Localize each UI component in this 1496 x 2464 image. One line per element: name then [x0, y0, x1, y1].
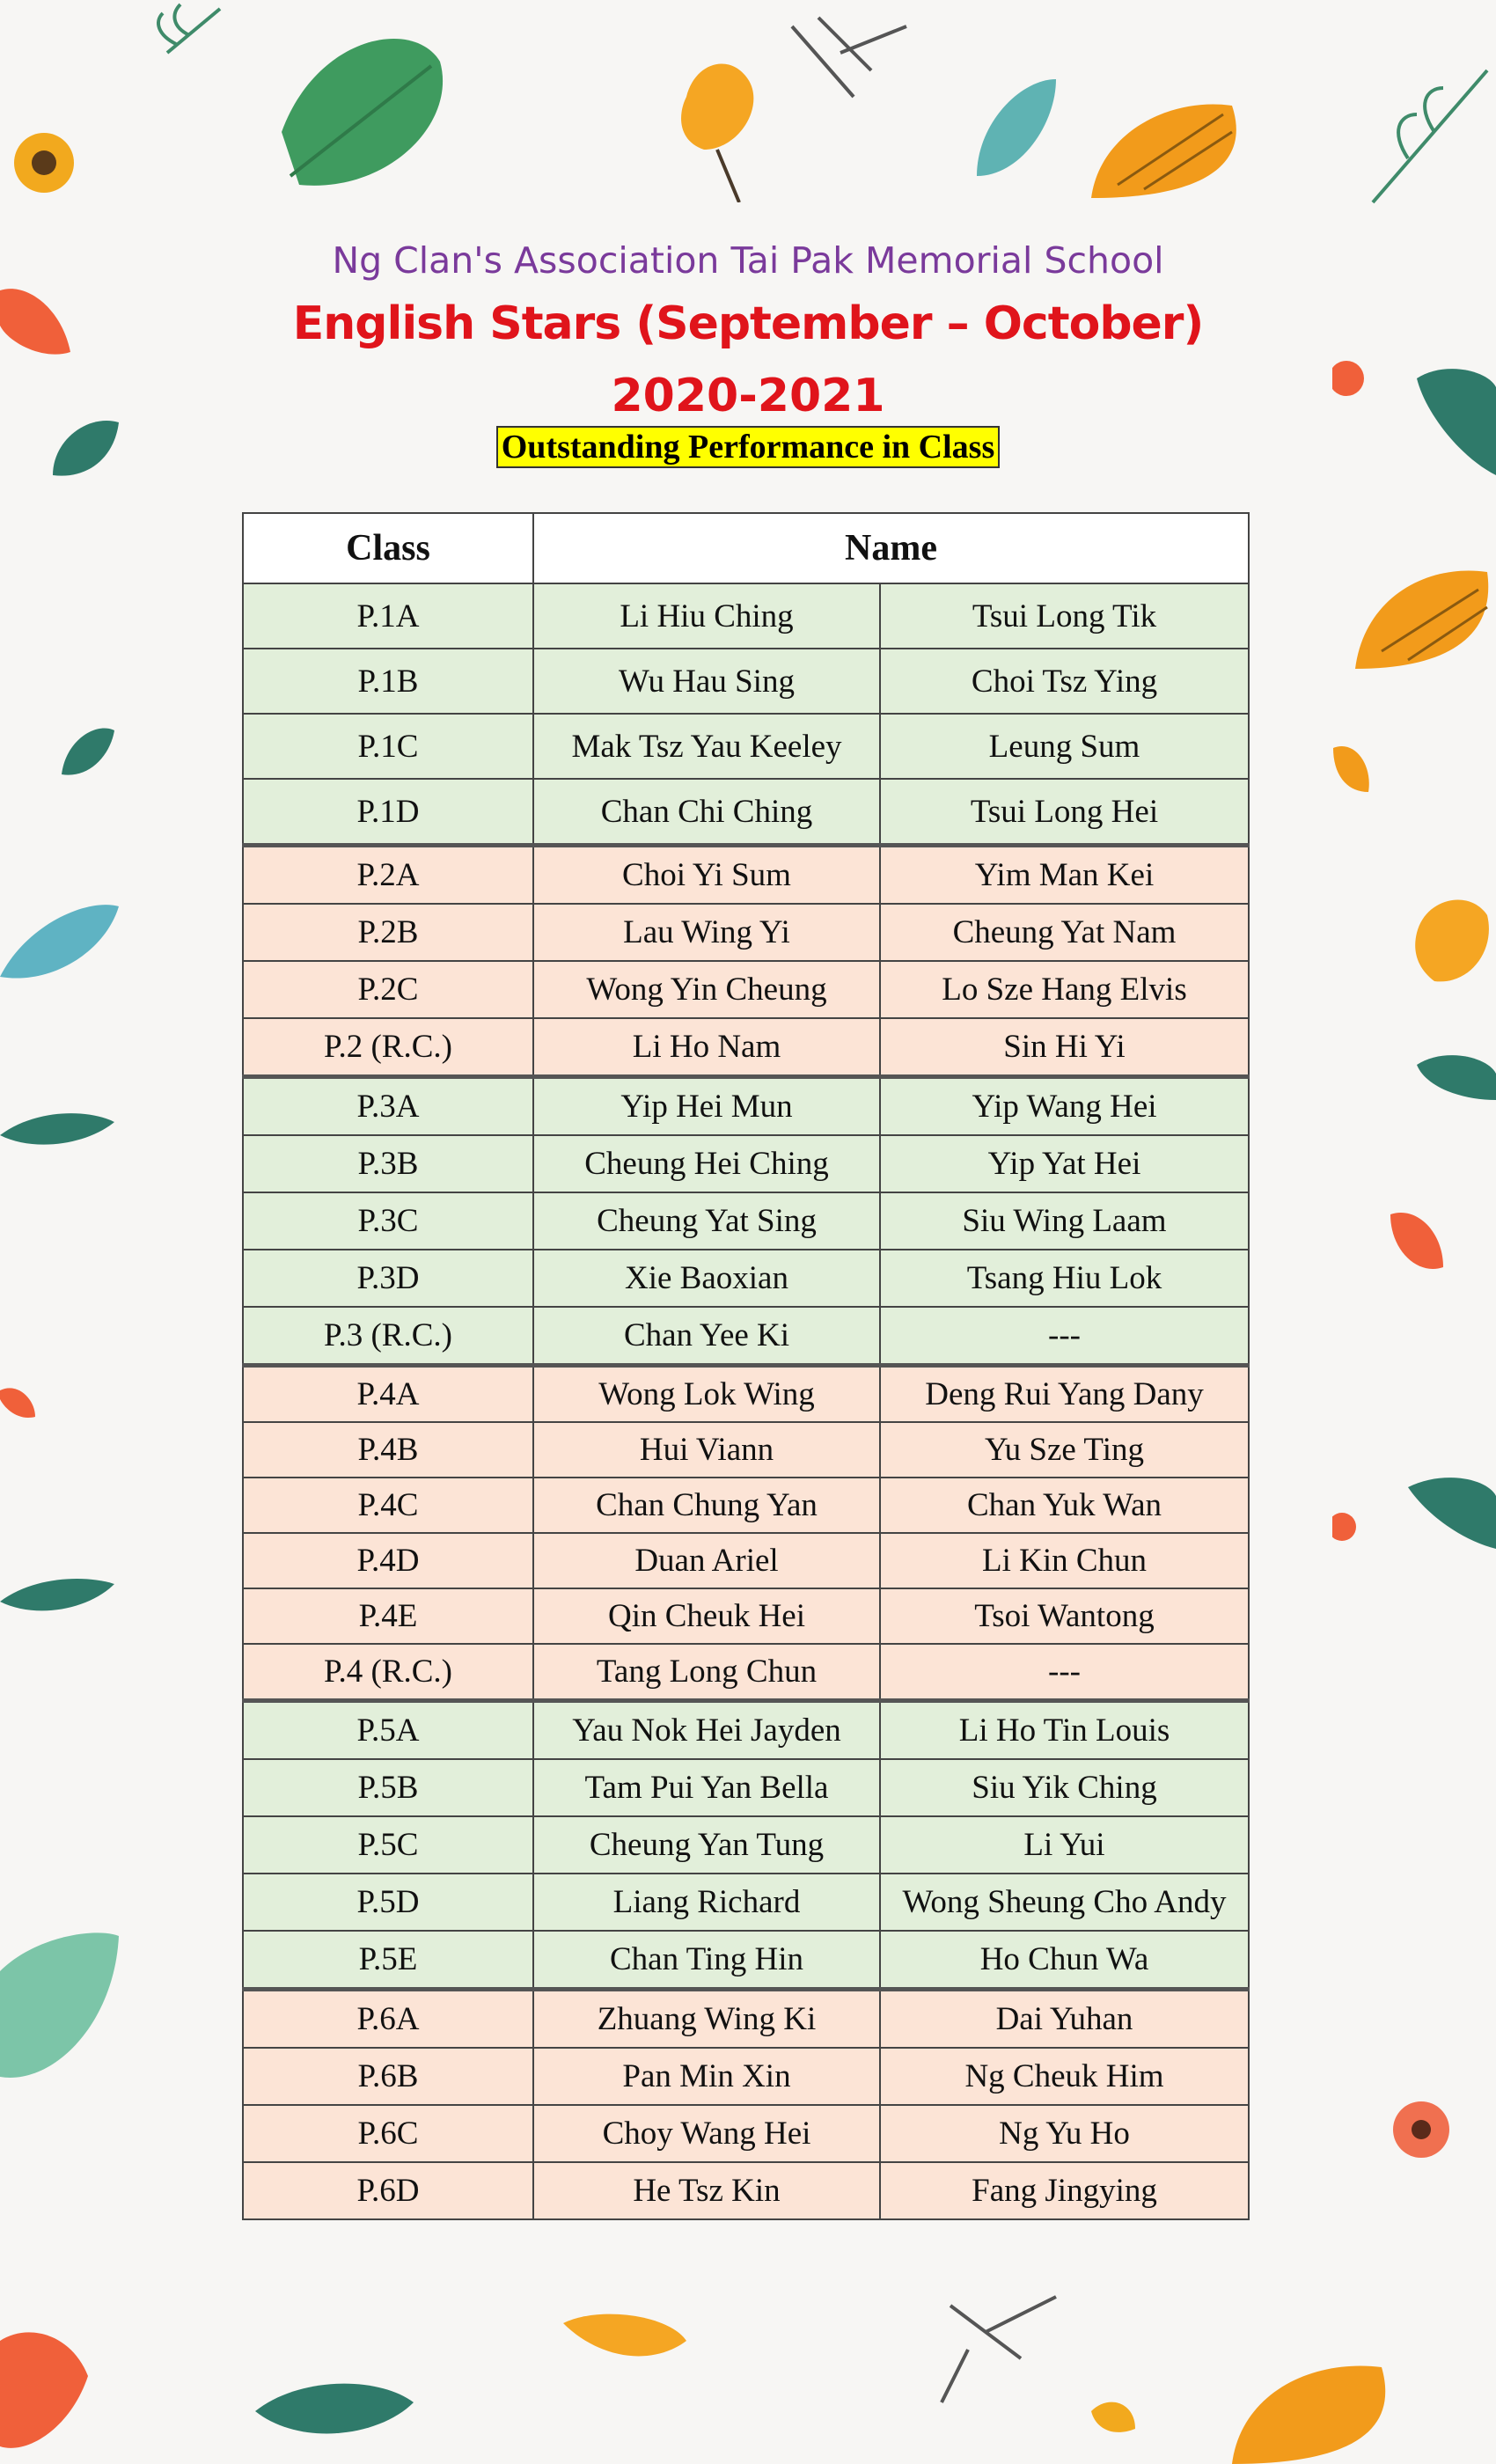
name-cell: Cheung Yan Tung — [533, 1816, 880, 1874]
flower-icon — [14, 133, 74, 193]
page-title: English Stars (September – October) — [292, 297, 1204, 350]
class-cell: P.2C — [243, 961, 533, 1018]
table-row — [243, 1759, 1249, 1816]
name-cell: Ng Cheuk Him — [880, 2048, 1249, 2105]
class-cell: P.1C — [243, 714, 533, 779]
column-header-class: Class — [243, 513, 533, 583]
leaf-icon — [0, 905, 119, 978]
class-cell: P.5A — [243, 1701, 533, 1760]
name-cell: He Tsz Kin — [533, 2162, 880, 2219]
name-cell: Zhuang Wing Ki — [533, 1990, 880, 2049]
name-cell: Tsoi Wantong — [880, 1588, 1249, 1644]
class-cell: P.3A — [243, 1077, 533, 1136]
name-cell: Chan Yuk Wan — [880, 1478, 1249, 1533]
name-cell: Yip Hei Mun — [533, 1077, 880, 1136]
name-cell: Tang Long Chun — [533, 1644, 880, 1701]
name-cell: Qin Cheuk Hei — [533, 1588, 880, 1644]
class-cell: P.5B — [243, 1759, 533, 1816]
leaf-icon — [282, 39, 443, 186]
name-cell: Duan Ariel — [533, 1533, 880, 1588]
english-stars-table — [242, 512, 1250, 2220]
flower-icon — [0, 2332, 88, 2448]
table-row — [243, 904, 1249, 961]
flower-bud-icon — [1415, 900, 1489, 982]
name-cell: Chan Chi Ching — [533, 779, 880, 846]
flower-cup-icon — [1232, 2365, 1385, 2464]
name-cell: Xie Baoxian — [533, 1250, 880, 1307]
flower-bud-icon — [681, 64, 753, 202]
table-row — [243, 1422, 1249, 1478]
class-cell: P.2 (R.C.) — [243, 1018, 533, 1077]
school-year: 2020-2021 — [611, 370, 885, 422]
subtitle-wrap — [0, 426, 1496, 468]
name-cell: Li Hiu Ching — [533, 583, 880, 649]
class-cell: P.5C — [243, 1816, 533, 1874]
table-row — [243, 2105, 1249, 2162]
table-row — [243, 961, 1249, 1018]
school-name: Ng Clan's Association Tai Pak Memorial School — [332, 239, 1164, 282]
name-cell: Mak Tsz Yau Keeley — [533, 714, 880, 779]
name-cell: Ho Chun Wa — [880, 1931, 1249, 1990]
table-row — [243, 1192, 1249, 1250]
name-cell: Tsui Long Hei — [880, 779, 1249, 846]
name-cell: Liang Richard — [533, 1874, 880, 1931]
name-cell: Yau Nok Hei Jayden — [533, 1701, 880, 1760]
class-cell: P.1D — [243, 779, 533, 846]
name-cell: Wong Sheung Cho Andy — [880, 1874, 1249, 1931]
name-cell: Cheung Yat Sing — [533, 1192, 880, 1250]
name-cell: Yu Sze Ting — [880, 1422, 1249, 1478]
name-cell: Wu Hau Sing — [533, 649, 880, 714]
class-cell: P.4E — [243, 1588, 533, 1644]
table-row — [243, 1701, 1249, 1760]
name-cell: Dai Yuhan — [880, 1990, 1249, 2049]
flower-icon — [1091, 2402, 1135, 2432]
class-cell: P.2A — [243, 846, 533, 905]
class-cell: P.6B — [243, 2048, 533, 2105]
table-row — [243, 779, 1249, 846]
name-cell: Li Yui — [880, 1816, 1249, 1874]
name-cell: Yip Wang Hei — [880, 1077, 1249, 1136]
class-cell: P.3C — [243, 1192, 533, 1250]
name-cell: Deng Rui Yang Dany — [880, 1366, 1249, 1423]
name-cell: Cheung Yat Nam — [880, 904, 1249, 961]
table-body — [243, 583, 1249, 2219]
name-cell: Chan Yee Ki — [533, 1307, 880, 1366]
leaf-icon — [0, 1579, 114, 1610]
class-cell: P.4A — [243, 1366, 533, 1423]
leaf-icon — [0, 1932, 119, 2078]
class-cell: P.6A — [243, 1990, 533, 2049]
table-row — [243, 1478, 1249, 1533]
name-cell: Chan Chung Yan — [533, 1478, 880, 1533]
name-cell: Siu Yik Ching — [880, 1759, 1249, 1816]
name-cell: Hui Viann — [533, 1422, 880, 1478]
name-cell: Tsang Hiu Lok — [880, 1250, 1249, 1307]
grass-icon — [942, 2297, 1056, 2402]
name-cell: Yip Yat Hei — [880, 1135, 1249, 1192]
table-header-row — [243, 513, 1249, 583]
class-cell: P.6C — [243, 2105, 533, 2162]
table-row — [243, 1816, 1249, 1874]
name-cell: Choy Wang Hei — [533, 2105, 880, 2162]
class-cell: P.4 (R.C.) — [243, 1644, 533, 1701]
flower-icon — [0, 1388, 35, 1418]
class-cell: P.4B — [243, 1422, 533, 1478]
column-header-name: Name — [533, 513, 1249, 583]
name-cell: Chan Ting Hin — [533, 1931, 880, 1990]
name-cell: Wong Yin Cheung — [533, 961, 880, 1018]
leaf-icon — [1417, 1055, 1496, 1100]
flower-cup-icon — [1355, 570, 1488, 669]
name-cell: Ng Yu Ho — [880, 2105, 1249, 2162]
table-row — [243, 1366, 1249, 1423]
class-cell: P.1A — [243, 583, 533, 649]
table-row — [243, 1644, 1249, 1701]
name-cell: Lo Sze Hang Elvis — [880, 961, 1249, 1018]
class-cell: P.4D — [243, 1533, 533, 1588]
name-cell: --- — [880, 1644, 1249, 1701]
class-cell: P.3D — [243, 1250, 533, 1307]
table-row — [243, 714, 1249, 779]
table-row — [243, 649, 1249, 714]
name-cell: Tsui Long Tik — [880, 583, 1249, 649]
table-row — [243, 1874, 1249, 1931]
table-row — [243, 1135, 1249, 1192]
class-cell: P.4C — [243, 1478, 533, 1533]
table-row — [243, 1533, 1249, 1588]
class-cell: P.6D — [243, 2162, 533, 2219]
class-cell: P.5E — [243, 1931, 533, 1990]
name-cell: Cheung Hei Ching — [533, 1135, 880, 1192]
table-row — [243, 846, 1249, 905]
name-cell: Wong Lok Wing — [533, 1366, 880, 1423]
name-cell: Yim Man Kei — [880, 846, 1249, 905]
table-row — [243, 1018, 1249, 1077]
name-cell: Fang Jingying — [880, 2162, 1249, 2219]
name-cell: Pan Min Xin — [533, 2048, 880, 2105]
leaf-icon — [255, 2384, 414, 2434]
class-cell: P.5D — [243, 1874, 533, 1931]
class-cell: P.1B — [243, 649, 533, 714]
grass-icon — [792, 18, 906, 97]
name-cell: Sin Hi Yi — [880, 1018, 1249, 1077]
branch-icon — [1373, 70, 1487, 202]
name-cell: Tam Pui Yan Bella — [533, 1759, 880, 1816]
table-row — [243, 1588, 1249, 1644]
name-cell: Choi Yi Sum — [533, 846, 880, 905]
class-cell: P.3 (R.C.) — [243, 1307, 533, 1366]
table-row — [243, 2048, 1249, 2105]
class-cell: P.2B — [243, 904, 533, 961]
name-cell: Li Ho Nam — [533, 1018, 880, 1077]
name-cell: Choi Tsz Ying — [880, 649, 1249, 714]
name-cell: Siu Wing Laam — [880, 1192, 1249, 1250]
flower-bud-icon — [563, 2314, 686, 2357]
table-row — [243, 2162, 1249, 2219]
leaf-icon — [62, 728, 114, 774]
name-cell: Lau Wing Yi — [533, 904, 880, 961]
table-row — [243, 1250, 1249, 1307]
name-cell: Li Kin Chun — [880, 1533, 1249, 1588]
subtitle: Outstanding Performance in Class — [496, 426, 1001, 468]
leaf-icon — [977, 79, 1056, 176]
table-row — [243, 583, 1249, 649]
table-row — [243, 1077, 1249, 1136]
name-cell: --- — [880, 1307, 1249, 1366]
flower-cup-icon — [1091, 104, 1236, 198]
name-cell: Li Ho Tin Louis — [880, 1701, 1249, 1760]
table-row — [243, 1931, 1249, 1990]
flower-icon — [1393, 2101, 1449, 2158]
branch-icon — [158, 4, 220, 53]
table-row — [243, 1307, 1249, 1366]
class-cell: P.3B — [243, 1135, 533, 1192]
flower-icon — [1333, 746, 1369, 792]
leaf-icon — [1408, 1478, 1496, 1549]
flower-icon — [1390, 1213, 1443, 1269]
name-cell: Leung Sum — [880, 714, 1249, 779]
leaf-icon — [0, 1113, 114, 1144]
table-row — [243, 1990, 1249, 2049]
